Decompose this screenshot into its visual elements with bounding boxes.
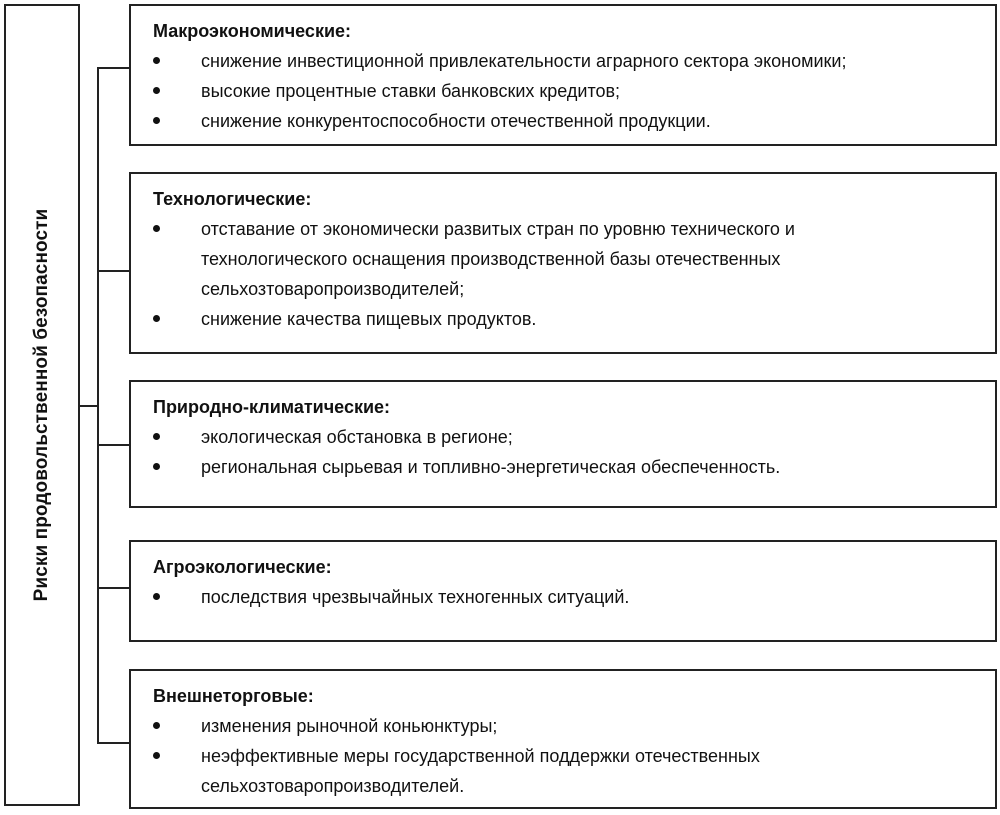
list-item — [153, 422, 975, 452]
category-title: Макроэкономические: — [153, 21, 352, 41]
connector-root-to-trunk — [80, 405, 98, 407]
category-items — [153, 582, 975, 612]
root-box — [4, 4, 80, 806]
list-item — [153, 106, 975, 136]
list-item — [153, 214, 975, 304]
bullet-icon — [153, 433, 160, 440]
list-item — [153, 76, 975, 106]
category-items — [153, 214, 975, 334]
connector-branch-5 — [97, 742, 130, 744]
bullet-icon — [153, 225, 160, 232]
connector-branch-4 — [97, 587, 130, 589]
list-item — [153, 711, 975, 741]
list-item-text: региональная сырьевая и топливно-энергетическая обеспеченность. — [201, 457, 781, 477]
bullet-icon — [153, 722, 160, 729]
connector-trunk — [97, 67, 99, 743]
bullet-icon — [153, 752, 160, 759]
connector-branch-2 — [97, 270, 130, 272]
list-item-text: снижение инвестиционной привлекательности аграрного сектора экономики; — [201, 51, 847, 71]
category-box-foreign-trade — [129, 669, 997, 809]
bullet-icon — [153, 463, 160, 470]
connector-branch-1 — [97, 67, 130, 69]
category-items — [153, 711, 975, 801]
bullet-icon — [153, 593, 160, 600]
bullet-icon — [153, 87, 160, 94]
list-item-text: высокие процентные ставки банковских кредитов; — [201, 81, 621, 101]
list-item-text: снижение качества пищевых продуктов. — [201, 309, 537, 329]
category-box-natural-climatic — [129, 380, 997, 508]
bullet-icon — [153, 57, 160, 64]
category-title: Внешнеторговые: — [153, 686, 314, 706]
category-items — [153, 422, 975, 482]
category-title: Агроэкологические: — [153, 557, 332, 577]
list-item-text: изменения рыночной коньюнктуры; — [201, 716, 498, 736]
list-item-text: снижение конкурентоспособности отечественной продукции. — [201, 111, 711, 131]
list-item-text: последствия чрезвычайных техногенных ситуаций. — [201, 587, 630, 607]
list-item — [153, 46, 975, 76]
bullet-icon — [153, 117, 160, 124]
list-item-text: неэффективные меры государственной поддержки отечественных сельхозтоваропроизводителей. — [201, 746, 760, 796]
list-item — [153, 452, 975, 482]
list-item — [153, 741, 975, 801]
root-label: Риски продовольственной безопасности — [31, 208, 52, 602]
list-item — [153, 304, 975, 334]
list-item-text: экологическая обстановка в регионе; — [201, 427, 513, 447]
bullet-icon — [153, 315, 160, 322]
category-title: Природно-климатические: — [153, 397, 391, 417]
list-item — [153, 582, 975, 612]
category-box-technological — [129, 172, 997, 354]
list-item-text: отставание от экономически развитых стран по уровню технического и технологического оснащения производственной базы отечественных сельхозтоваропроизводителей; — [201, 219, 795, 299]
category-box-agroecological — [129, 540, 997, 642]
category-box-macroeconomic — [129, 4, 997, 146]
category-items — [153, 46, 975, 136]
category-title: Технологические: — [153, 189, 312, 209]
connector-branch-3 — [97, 444, 130, 446]
